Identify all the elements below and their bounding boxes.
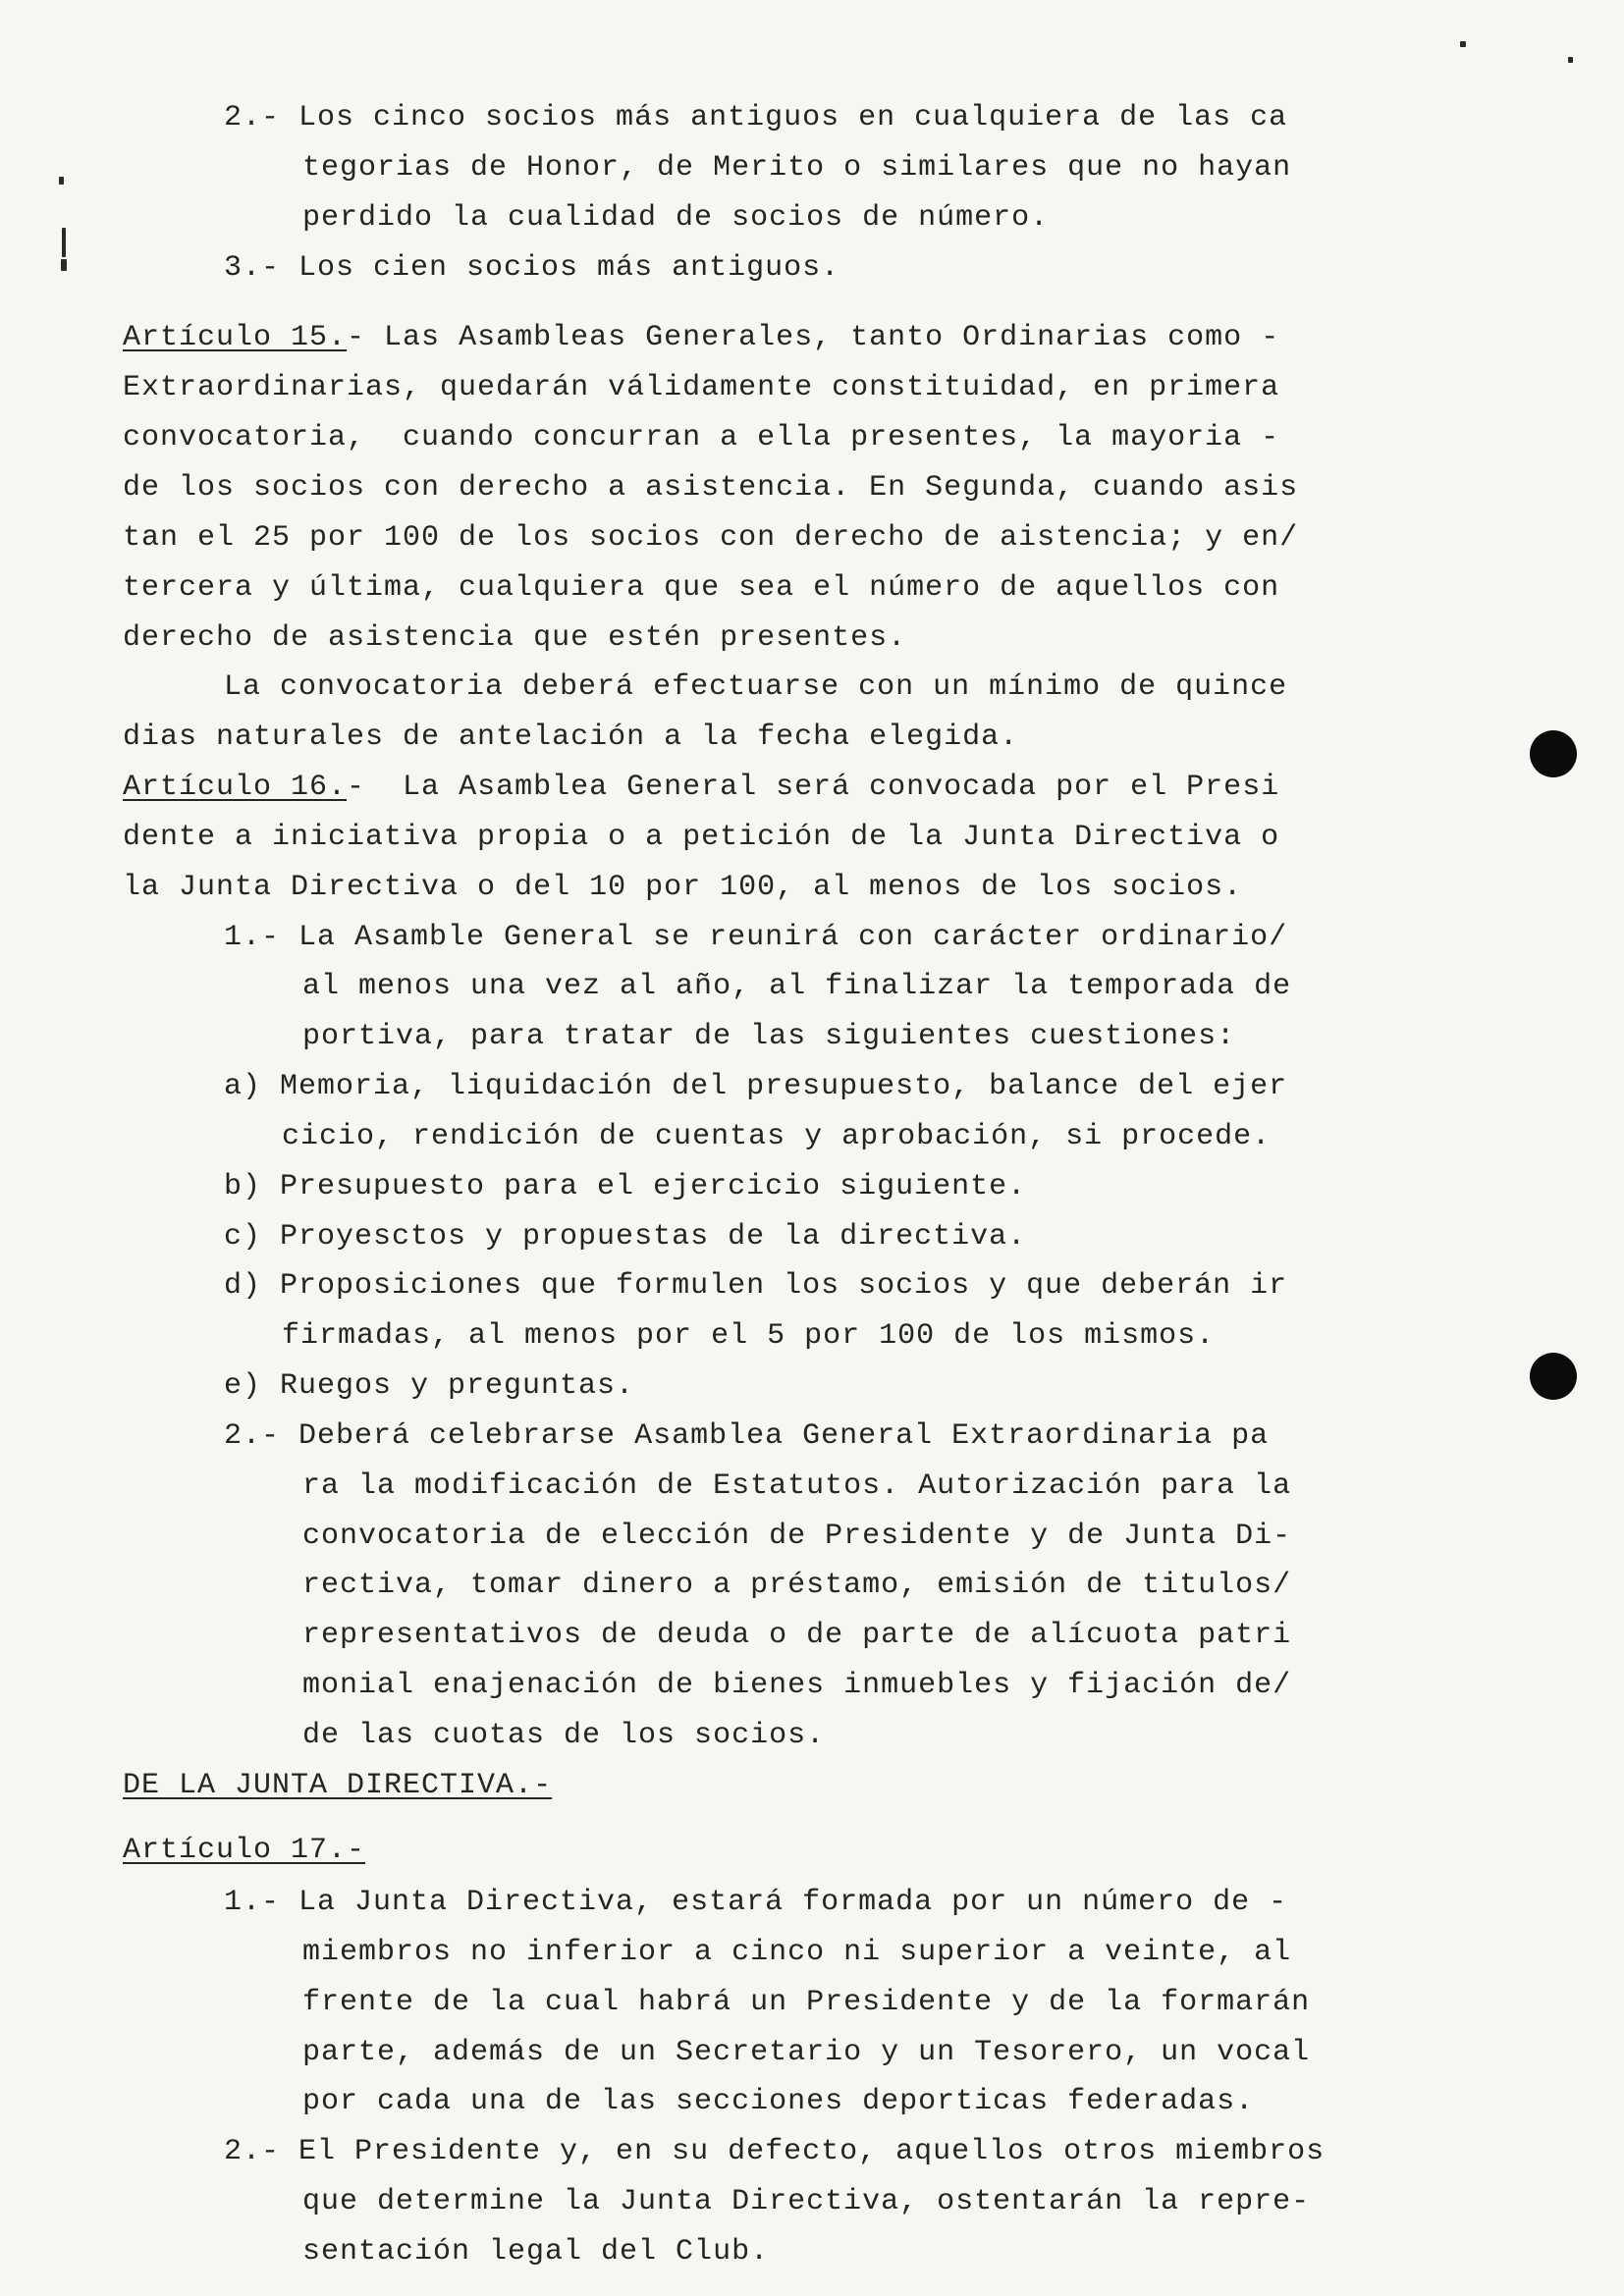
art17-item1-line3: frente de la cual habrá un Presidente y de la formarán — [302, 1986, 1311, 2019]
art17-item1-line2: miembros no inferior a cinco ni superior a veinte, al — [302, 1936, 1292, 1969]
scan-speck — [1568, 57, 1573, 63]
art15-line7: derecho de asistencia que estén presentes. — [123, 621, 907, 655]
art16-c: c) Proyesctos y propuestas de la directiva. — [224, 1220, 1027, 1254]
art16-item2-line7: de las cuotas de los socios. — [302, 1719, 826, 1752]
art16-item2-line2: ra la modificación de Estatutos. Autorización para la — [302, 1469, 1292, 1503]
punch-hole-lower — [1530, 1353, 1577, 1400]
art15-line9: dias naturales de antelación a la fecha elegida. — [123, 721, 1019, 754]
art16-e: e) Ruegos y preguntas. — [224, 1369, 635, 1403]
art16-line2: dente a iniciativa propia o a petición de la Junta Directiva o — [123, 821, 1280, 854]
art14-item3: 3.- Los cien socios más antiguos. — [224, 251, 840, 285]
art17-item1-line5: por cada una de las secciones deporticas federadas. — [302, 2085, 1255, 2118]
art16-item1-line2: al menos una vez al año, al finalizar la temporada de — [302, 970, 1292, 1003]
art15-line3: convocatoria, cuando concurran a ella presentes, la mayoria - — [123, 421, 1280, 454]
section-heading-junta-directiva: DE LA JUNTA DIRECTIVA.- — [123, 1769, 553, 1802]
art17-heading: Artículo 17.- — [123, 1834, 366, 1867]
art16-item1-line1: 1.- La Asamble General se reunirá con carácter ordinario/ — [224, 921, 1288, 954]
art16-item1-line3: portiva, para tratar de las siguientes cuestiones: — [302, 1020, 1236, 1053]
scan-speck — [59, 177, 64, 185]
scan-speck — [62, 228, 66, 257]
art14-item2-line2: tegorias de Honor, de Merito o similares que no hayan — [302, 151, 1292, 185]
art16-a-line2: cicio, rendición de cuentas y aprobación, si procede. — [282, 1120, 1272, 1153]
art17-item2-line3: sentación legal del Club. — [302, 2235, 770, 2269]
art16-item2-line3: convocatoria de elección de Presidente y de Junta Di- — [302, 1520, 1292, 1553]
art16-item2-line5: representativos de deuda o de parte de alícuota patri — [302, 1619, 1292, 1652]
scan-speck — [1460, 41, 1466, 47]
art15-heading: Artículo 15. — [123, 321, 348, 354]
art16-item2-line6: monial enajenación de bienes inmuebles y fijación de/ — [302, 1669, 1292, 1702]
art16-line1-text: - La Asamblea General será convocada por el Presi — [347, 771, 1280, 804]
art17-item2-line1: 2.- El Presidente y, en su defecto, aquellos otros miembros — [224, 2135, 1326, 2168]
art16-d-line1: d) Proposiciones que formulen los socios y que deberán ir — [224, 1269, 1288, 1303]
art15-line8: La convocatoria deberá efectuarse con un mínimo de quince — [224, 670, 1288, 704]
art16-line1 — [123, 768, 1279, 807]
art16-heading: Artículo 16. — [123, 771, 348, 804]
art15-line1-text: - Las Asambleas Generales, tanto Ordinarias como - — [347, 321, 1280, 354]
art17-item1-line4: parte, además de un Secretario y un Tesorero, un vocal — [302, 2036, 1311, 2069]
art16-item2-line4: rectiva, tomar dinero a préstamo, emisión de titulos/ — [302, 1569, 1292, 1602]
art15-line6: tercera y última, cualquiera que sea el número de aquellos con — [123, 571, 1280, 605]
art15-line1 — [123, 318, 1279, 357]
art15-line2: Extraordinarias, quedarán válidamente constituidad, en primera — [123, 371, 1280, 404]
art15-line5: tan el 25 por 100 de los socios con derecho de aistencia; y en/ — [123, 521, 1299, 555]
art17-item1-line1: 1.- La Junta Directiva, estará formada por un número de - — [224, 1886, 1288, 1919]
art16-b: b) Presupuesto para el ejercicio siguiente. — [224, 1170, 1027, 1203]
art16-a-line1: a) Memoria, liquidación del presupuesto, balance del ejer — [224, 1070, 1288, 1103]
art16-d-line2: firmadas, al menos por el 5 por 100 de los mismos. — [282, 1319, 1216, 1353]
punch-hole-upper — [1530, 730, 1577, 777]
art15-line4: de los socios con derecho a asistencia. En Segunda, cuando asis — [123, 471, 1299, 505]
art14-item2-line3: perdido la cualidad de socios de número. — [302, 201, 1050, 235]
scan-speck — [61, 259, 67, 271]
art17-item2-line2: que determine la Junta Directiva, ostentarán la repre- — [302, 2185, 1311, 2218]
art14-item2-line1: 2.- Los cinco socios más antiguos en cualquiera de las ca — [224, 101, 1288, 134]
art16-item2-line1: 2.- Deberá celebrarse Asamblea General Extraordinaria pa — [224, 1419, 1270, 1453]
art16-line3: la Junta Directiva o del 10 por 100, al menos de los socios. — [123, 871, 1243, 904]
